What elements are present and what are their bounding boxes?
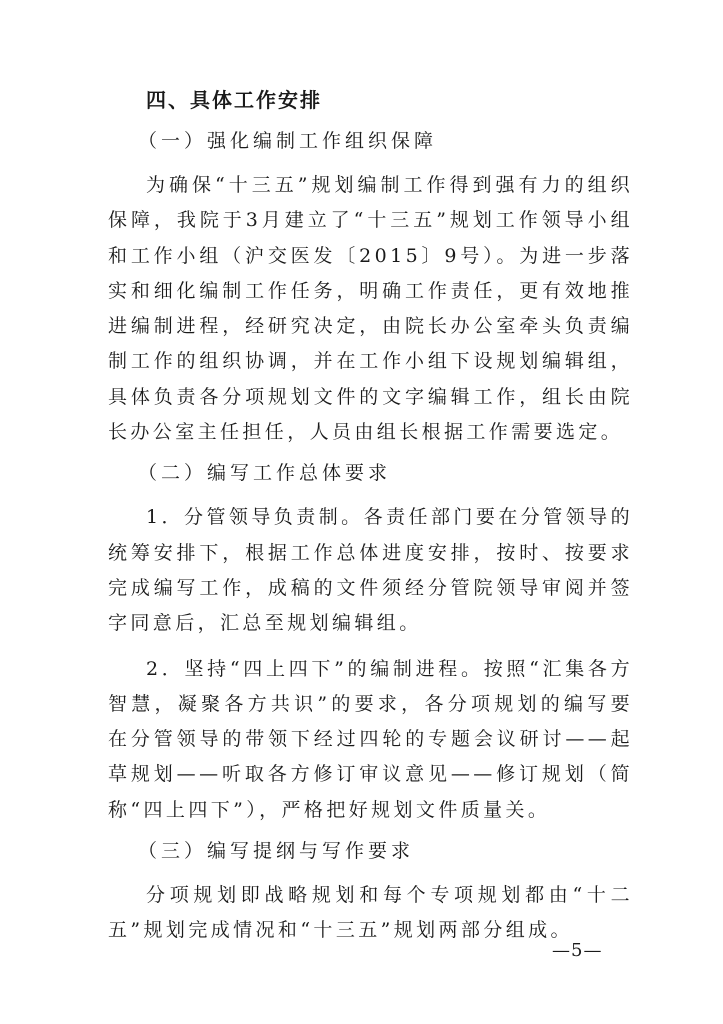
page-number: —5— [552, 940, 603, 961]
subsection-3-paragraph-1: 分项规划即战略规划和每个专项规划都由“十二五”规划完成情况和“十三五”规划两部分组成。 [108, 884, 633, 942]
subsection-2-paragraph-2: 2．坚持“四上四下”的编制进程。按照“汇集各方智慧，凝聚各方共识”的要求，各分项规划的编写要在分管领导的带领下经过四轮的专题会议研讨——起草规划——听取各方修订审议意见——修订规划（简称“四上四下”），严格把好规划文件质量关。 [108, 657, 633, 821]
subsection-2-paragraph-1: 1．分管领导负责制。各责任部门要在分管领导的统筹安排下，根据工作总体进度安排，按时、按要求完成编写工作，成稿的文件须经分管院领导审阅并签字同意后，汇总至规划编辑组。 [108, 506, 633, 635]
section-heading: 四、具体工作安排 [146, 88, 322, 112]
subsection-2-title: （二）编写工作总体要求 [138, 462, 392, 485]
document-body [108, 86, 633, 959]
subsection-1-title: （一）强化编制工作组织保障 [138, 130, 438, 152]
subsection-1-paragraph-1: 为确保“十三五”规划编制工作得到强有力的组织保障，我院于3月建立了“十三五”规划工作领导小组和工作小组（沪交医发〔2015〕9号）。为进一步落实和细化编制工作任务，明确工作责任，更有效地推进编制进程，经研究决定，由院长办公室牵头负责编制工作的组织协调，并在工作小组下设规划编辑组，具体负责各分项规划文件的文字编辑工作，组长由院长办公室主任担任，人员由组长根据工作需要选定。 [108, 174, 633, 444]
subsection-3-title: （三）编写提纲与写作要求 [138, 840, 415, 863]
